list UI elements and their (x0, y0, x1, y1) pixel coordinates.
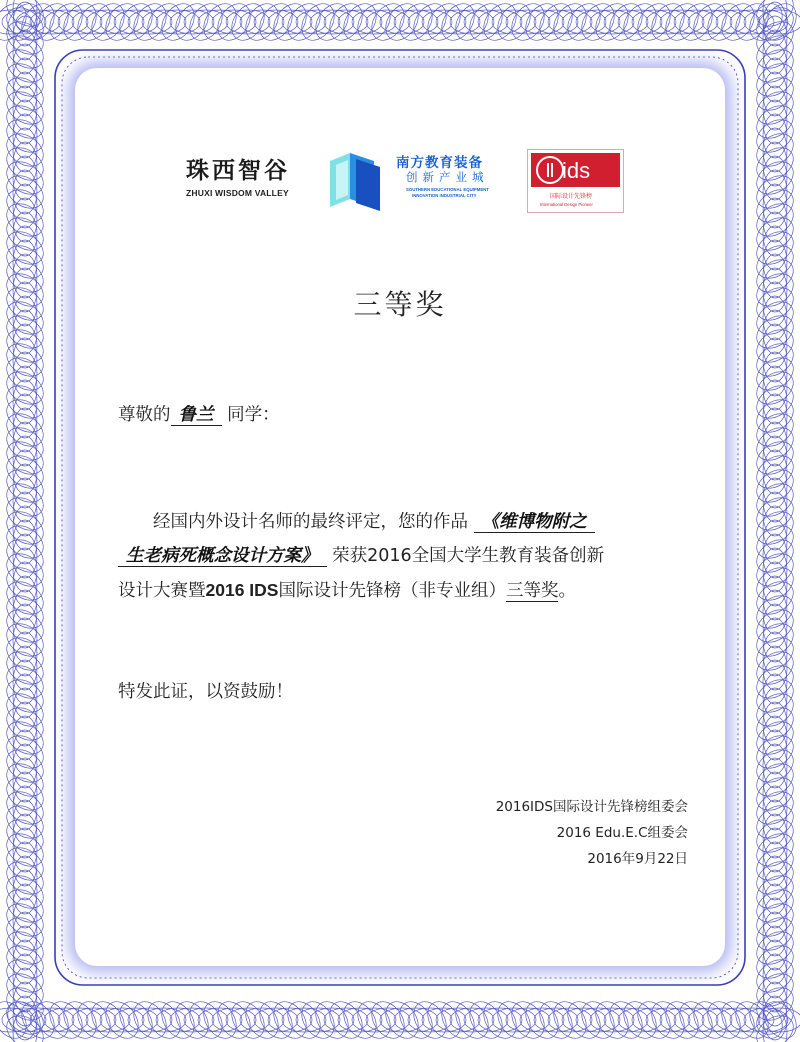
paragraph-part3-prefix: 设计大赛暨 (118, 581, 206, 601)
salutation-suffix: 同学： (227, 405, 280, 425)
signature-organizer-1: 2016IDS国际设计先锋榜组委会 (495, 799, 688, 815)
salutation (118, 398, 698, 432)
paragraph-part1: 经国内外设计名师的最终评定，您的作品 (153, 512, 468, 532)
work-title-line2: 生老病死概念设计方案》 (118, 546, 327, 567)
nanfang-education-logo (326, 145, 496, 213)
paragraph-end: 。 (558, 581, 576, 601)
salutation-prefix: 尊敬的 (118, 405, 171, 425)
award-underlined: 三等奖 (505, 581, 559, 601)
award-paragraph (118, 505, 698, 608)
ids-mark-text: ids (562, 158, 591, 183)
event-name: 2016 IDS (205, 580, 279, 600)
ids-logo (527, 149, 624, 213)
ids-sub-cn: 国际设计先锋榜 (550, 193, 593, 200)
nanfang-logo-cn1: 南方教育装备 (396, 155, 483, 171)
paragraph-part3-mid: 国际设计先锋榜（非专业组） (278, 581, 506, 601)
paragraph-line1 (118, 505, 698, 539)
ids-sub-en: International Design Pioneer (540, 202, 593, 207)
award-title: 三等奖 (353, 288, 447, 321)
nanfang-logo-en1: SOUTHERN EDUCATIONAL EQUIPMENT (406, 187, 489, 192)
signature-date: 2016年9月22日 (587, 851, 688, 867)
zhuxi-logo-cn: 珠西智谷 (186, 158, 290, 184)
zhuxi-logo-en: ZHUXI WISDOM VALLEY (186, 188, 289, 198)
signature-organizer-2: 2016 Edu.E.C组委会 (556, 825, 688, 841)
paragraph-line2 (118, 546, 604, 567)
logo-row (0, 145, 800, 215)
nanfang-logo-cn2: 创新产业城 (406, 170, 489, 184)
book-icon (326, 149, 388, 211)
paragraph-line3 (118, 581, 576, 601)
zhuxi-wisdom-valley-logo (186, 157, 306, 198)
ids-mark-icon (528, 150, 623, 190)
recipient-name: 鲁兰 (171, 405, 222, 426)
nanfang-logo-en2: INNOVATION INDUSTRIAL CITY (412, 193, 477, 198)
work-title-line1: 《维博物附之 (474, 512, 595, 533)
closing-text: 特发此证，以资鼓励！ (118, 682, 293, 702)
paragraph-part2: 荣获2016全国大学生教育装备创新 (332, 546, 605, 566)
